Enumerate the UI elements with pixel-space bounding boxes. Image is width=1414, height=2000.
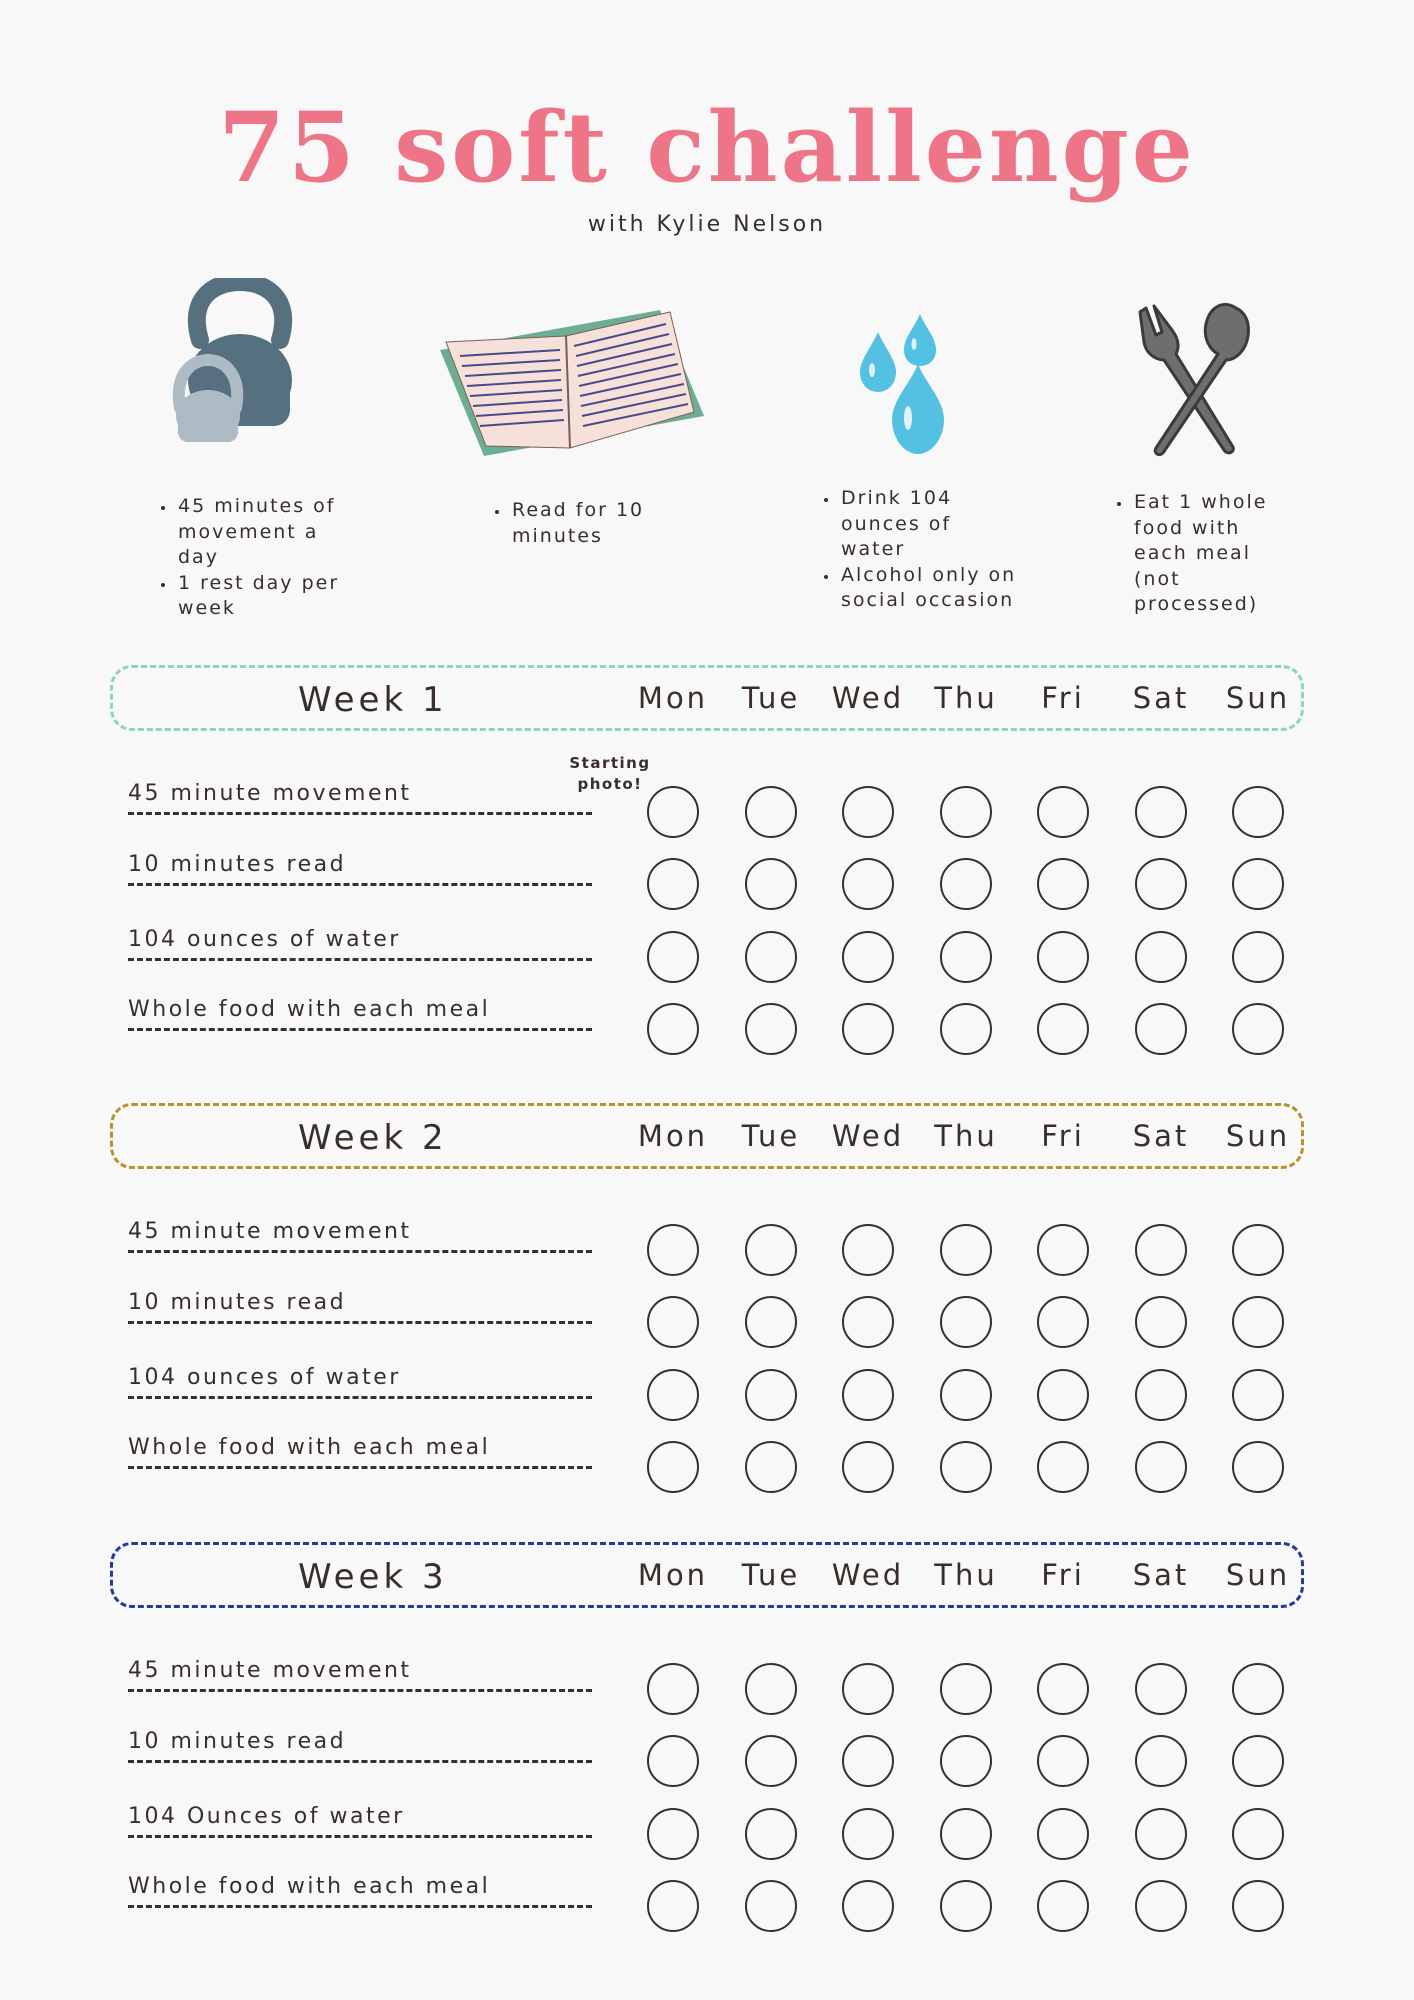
checkbox-sun[interactable]: [1232, 786, 1284, 838]
kettlebell-icon: [170, 278, 310, 446]
day-label-wed: Wed: [831, 1558, 905, 1592]
checkbox-mon[interactable]: [647, 1880, 699, 1932]
checkbox-tue[interactable]: [745, 1369, 797, 1421]
checkbox-sun[interactable]: [1232, 1003, 1284, 1055]
checkbox-fri[interactable]: [1037, 1441, 1089, 1493]
checkbox-thu[interactable]: [940, 1003, 992, 1055]
checkbox-wed[interactable]: [842, 931, 894, 983]
checkbox-fri[interactable]: [1037, 1224, 1089, 1276]
water-goal-list: [815, 486, 1019, 614]
checkbox-sat[interactable]: [1135, 1663, 1187, 1715]
week-title: Week 3: [298, 1557, 448, 1597]
day-label-wed: Wed: [831, 1119, 905, 1153]
page-subtitle: with Kylie Nelson: [587, 212, 827, 237]
day-label-fri: Fri: [1041, 1558, 1085, 1592]
checkbox-fri[interactable]: [1037, 786, 1089, 838]
movement-goal-list: [152, 494, 366, 622]
checkbox-tue[interactable]: [745, 786, 797, 838]
checkbox-mon[interactable]: [647, 1296, 699, 1348]
open-book-icon: [440, 308, 704, 460]
goal-item: • Drink 104 ounces of water: [839, 486, 1019, 563]
checkbox-mon[interactable]: [647, 931, 699, 983]
checkbox-sat[interactable]: [1135, 931, 1187, 983]
checkbox-tue[interactable]: [745, 1296, 797, 1348]
task-label: 45 minute movement: [128, 782, 592, 815]
checkbox-tue[interactable]: [745, 1441, 797, 1493]
starting-photo-note: Starting photo!: [569, 754, 651, 793]
checkbox-fri[interactable]: [1037, 858, 1089, 910]
checkbox-thu[interactable]: [940, 1808, 992, 1860]
checkbox-sat[interactable]: [1135, 1880, 1187, 1932]
checkbox-sat[interactable]: [1135, 858, 1187, 910]
checkbox-tue[interactable]: [745, 931, 797, 983]
task-label: Whole food with each meal: [128, 998, 592, 1031]
day-label-sat: Sat: [1132, 1119, 1190, 1153]
task-label: 104 Ounces of water: [128, 1805, 592, 1838]
day-label-sun: Sun: [1225, 1119, 1291, 1153]
day-label-sat: Sat: [1132, 681, 1190, 715]
day-label-mon: Mon: [637, 1558, 709, 1592]
task-label: 10 minutes read: [128, 853, 592, 886]
checkbox-fri[interactable]: [1037, 1296, 1089, 1348]
checkbox-sun[interactable]: [1232, 1663, 1284, 1715]
checkbox-tue[interactable]: [745, 1224, 797, 1276]
checkbox-sat[interactable]: [1135, 1369, 1187, 1421]
food-goal-list: [1108, 490, 1292, 618]
day-label-fri: Fri: [1041, 1119, 1085, 1153]
checkbox-wed[interactable]: [842, 1224, 894, 1276]
checkbox-sat[interactable]: [1135, 1441, 1187, 1493]
checkbox-wed[interactable]: [842, 1663, 894, 1715]
checkbox-fri[interactable]: [1037, 1808, 1089, 1860]
day-label-sun: Sun: [1225, 681, 1291, 715]
task-label: 104 ounces of water: [128, 928, 592, 961]
checkbox-tue[interactable]: [745, 1003, 797, 1055]
checkbox-sat[interactable]: [1135, 1224, 1187, 1276]
checkbox-thu[interactable]: [940, 1224, 992, 1276]
checkbox-mon[interactable]: [647, 1224, 699, 1276]
day-label-mon: Mon: [637, 1119, 709, 1153]
checkbox-sat[interactable]: [1135, 1808, 1187, 1860]
checkbox-wed[interactable]: [842, 1369, 894, 1421]
day-label-tue: Tue: [741, 1558, 801, 1592]
checkbox-thu[interactable]: [940, 1441, 992, 1493]
checkbox-wed[interactable]: [842, 1808, 894, 1860]
checkbox-wed[interactable]: [842, 858, 894, 910]
task-label: 10 minutes read: [128, 1291, 592, 1324]
checkbox-sun[interactable]: [1232, 1735, 1284, 1787]
goal-item: • 45 minutes of movement a day: [176, 494, 366, 571]
day-label-fri: Fri: [1041, 681, 1085, 715]
checkbox-thu[interactable]: [940, 1369, 992, 1421]
checkbox-mon[interactable]: [647, 1369, 699, 1421]
task-label: 104 ounces of water: [128, 1366, 592, 1399]
checkbox-sun[interactable]: [1232, 1369, 1284, 1421]
checkbox-thu[interactable]: [940, 1880, 992, 1932]
checkbox-tue[interactable]: [745, 858, 797, 910]
checkbox-thu[interactable]: [940, 858, 992, 910]
week-title: Week 2: [298, 1118, 448, 1158]
checkbox-mon[interactable]: [647, 1735, 699, 1787]
goal-item: • 1 rest day per week: [176, 571, 366, 622]
day-label-thu: Thu: [934, 1558, 998, 1592]
checkbox-fri[interactable]: [1037, 1663, 1089, 1715]
checkbox-mon[interactable]: [647, 1808, 699, 1860]
page-title: 75 soft challenge: [218, 91, 1196, 204]
task-label: Whole food with each meal: [128, 1436, 592, 1469]
checkbox-mon[interactable]: [647, 858, 699, 910]
checkbox-sun[interactable]: [1232, 1808, 1284, 1860]
checkbox-fri[interactable]: [1037, 931, 1089, 983]
task-label: 10 minutes read: [128, 1730, 592, 1763]
checkbox-mon[interactable]: [647, 786, 699, 838]
checkbox-thu[interactable]: [940, 1735, 992, 1787]
checkbox-thu[interactable]: [940, 786, 992, 838]
checkbox-tue[interactable]: [745, 1880, 797, 1932]
checkbox-mon[interactable]: [647, 1663, 699, 1715]
day-label-sat: Sat: [1132, 1558, 1190, 1592]
task-label: 45 minute movement: [128, 1659, 592, 1692]
checkbox-mon[interactable]: [647, 1003, 699, 1055]
day-label-thu: Thu: [934, 1119, 998, 1153]
checkbox-fri[interactable]: [1037, 1880, 1089, 1932]
goal-item: • Eat 1 whole food with each meal (not processed): [1132, 490, 1292, 618]
checkbox-wed[interactable]: [842, 1735, 894, 1787]
checkbox-sun[interactable]: [1232, 858, 1284, 910]
water-drops-icon: [852, 314, 948, 458]
task-label: Whole food with each meal: [128, 1875, 592, 1908]
fork-and-spoon-icon: [1132, 302, 1250, 460]
checkbox-wed[interactable]: [842, 786, 894, 838]
checkbox-thu[interactable]: [940, 931, 992, 983]
checkbox-sun[interactable]: [1232, 1880, 1284, 1932]
checkbox-thu[interactable]: [940, 1296, 992, 1348]
reading-goal-list: [486, 498, 680, 549]
checkbox-tue[interactable]: [745, 1663, 797, 1715]
checkbox-wed[interactable]: [842, 1441, 894, 1493]
checkbox-tue[interactable]: [745, 1808, 797, 1860]
checkbox-fri[interactable]: [1037, 1735, 1089, 1787]
checkbox-wed[interactable]: [842, 1296, 894, 1348]
checkbox-sun[interactable]: [1232, 1441, 1284, 1493]
checkbox-sun[interactable]: [1232, 1296, 1284, 1348]
checkbox-mon[interactable]: [647, 1441, 699, 1493]
checkbox-wed[interactable]: [842, 1003, 894, 1055]
day-label-tue: Tue: [741, 1119, 801, 1153]
checkbox-fri[interactable]: [1037, 1003, 1089, 1055]
checkbox-sat[interactable]: [1135, 786, 1187, 838]
checkbox-sat[interactable]: [1135, 1296, 1187, 1348]
day-label-tue: Tue: [741, 681, 801, 715]
week-title: Week 1: [298, 680, 448, 720]
checkbox-thu[interactable]: [940, 1663, 992, 1715]
day-label-mon: Mon: [637, 681, 709, 715]
checkbox-sun[interactable]: [1232, 931, 1284, 983]
goal-item: • Alcohol only on social occasion: [839, 563, 1019, 614]
checkbox-tue[interactable]: [745, 1735, 797, 1787]
checkbox-wed[interactable]: [842, 1880, 894, 1932]
checkbox-sat[interactable]: [1135, 1735, 1187, 1787]
checkbox-fri[interactable]: [1037, 1369, 1089, 1421]
day-label-thu: Thu: [934, 681, 998, 715]
checkbox-sat[interactable]: [1135, 1003, 1187, 1055]
day-label-sun: Sun: [1225, 1558, 1291, 1592]
goal-item: • Read for 10 minutes: [510, 498, 680, 549]
task-label: 45 minute movement: [128, 1220, 592, 1253]
checkbox-sun[interactable]: [1232, 1224, 1284, 1276]
day-label-wed: Wed: [831, 681, 905, 715]
